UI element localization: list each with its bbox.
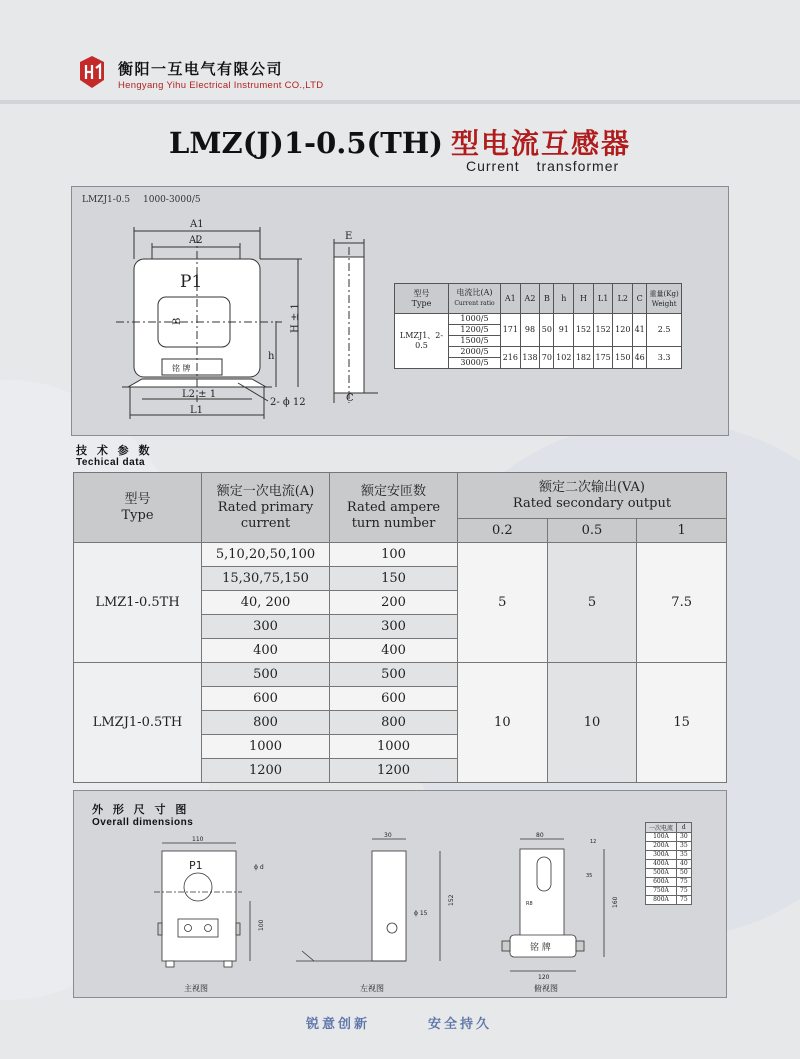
label-p1: P1 bbox=[189, 859, 203, 872]
dim-top-width: 80 bbox=[536, 832, 544, 839]
label-a1: A1 bbox=[190, 219, 204, 230]
company-logo-icon bbox=[78, 54, 106, 90]
table-row bbox=[646, 896, 692, 905]
dims-header-c: C bbox=[633, 284, 647, 314]
slogan-innovation: 锐意创新 bbox=[306, 1017, 371, 1032]
title-model: LMZ(J)1-0.5(TH) bbox=[169, 126, 443, 160]
dims-ratio: 2000/5 bbox=[449, 347, 501, 358]
primary-cell: 300 bbox=[202, 615, 330, 639]
header-secondary-cn: 额定二次输出(VA) bbox=[538, 479, 646, 495]
turns-cell: 1200 bbox=[330, 759, 458, 783]
header-primary-cn: 额定一次电流(A) bbox=[216, 483, 315, 499]
technical-data-table bbox=[73, 472, 727, 783]
hole-table-header: 一次电流 bbox=[646, 823, 677, 833]
dim-top-n35: 35 bbox=[586, 873, 593, 879]
primary-cell: 40, 200 bbox=[202, 591, 330, 615]
outline-drawing-panel bbox=[71, 186, 729, 436]
dim-front-height: 100 bbox=[258, 919, 265, 931]
dims-cell: 182 bbox=[574, 347, 594, 369]
current-cell: 300A bbox=[646, 851, 677, 860]
dims-cell: 3.3 bbox=[647, 347, 682, 369]
side-view-body bbox=[334, 257, 364, 393]
table-row bbox=[646, 833, 692, 842]
label-holes: 2- ϕ 12 bbox=[270, 397, 306, 408]
view-label-side: 左视图 bbox=[360, 984, 384, 993]
output-cell: 7.5 bbox=[637, 543, 727, 663]
header-type-cn: 型号 bbox=[124, 491, 151, 507]
header-secondary-en: Rated secondary output bbox=[512, 495, 672, 511]
dims-cell: 50 bbox=[540, 314, 554, 347]
dims-header-b: B bbox=[540, 284, 554, 314]
primary-cell: 1000 bbox=[202, 735, 330, 759]
slogan-safety: 安全持久 bbox=[428, 1017, 493, 1032]
output-cell: 5 bbox=[458, 543, 548, 663]
output-cell: 15 bbox=[637, 663, 727, 783]
dims-header-type: 型号 Type bbox=[395, 284, 449, 314]
label-h-pm: H ± 1 bbox=[290, 303, 301, 333]
table-row bbox=[646, 851, 692, 860]
current-cell: 500A bbox=[646, 869, 677, 878]
table-row bbox=[646, 842, 692, 851]
label-l2: L2 ± 1 bbox=[182, 389, 217, 400]
primary-cell: 1200 bbox=[202, 759, 330, 783]
label-nameplate: 铭 牌 bbox=[530, 943, 551, 953]
title-cn: 型电流互感器 bbox=[450, 127, 631, 160]
nameplate-box bbox=[162, 359, 222, 375]
dims-cell: 138 bbox=[520, 347, 540, 369]
header-turns-cn: 额定安匝数 bbox=[360, 483, 426, 499]
label-d: ϕ d bbox=[254, 864, 264, 871]
table-row bbox=[646, 860, 692, 869]
dim-top-bottom: 120 bbox=[538, 974, 550, 981]
dim-top-height: 160 bbox=[612, 896, 619, 908]
label-l1: L1 bbox=[190, 405, 204, 416]
header-class: 1 bbox=[637, 519, 727, 543]
dims-header-l2: L2 bbox=[613, 284, 633, 314]
header-class: 0.5 bbox=[547, 519, 637, 543]
table-row bbox=[646, 887, 692, 896]
turns-cell: 800 bbox=[330, 711, 458, 735]
output-cell: 5 bbox=[547, 543, 637, 663]
table-row bbox=[646, 869, 692, 878]
dims-ratio: 1500/5 bbox=[449, 336, 501, 347]
d-cell: 30 bbox=[677, 833, 692, 842]
dims-header-h: H bbox=[574, 284, 594, 314]
company-name-en: Hengyang Yihu Electrical Instrument CO.,LTD bbox=[118, 80, 324, 91]
header-type bbox=[74, 473, 202, 543]
dims-header-weight: 重量(Kg) Weight bbox=[647, 284, 682, 314]
primary-cell: 600 bbox=[202, 687, 330, 711]
page-title bbox=[0, 122, 800, 162]
dims-cell: 216 bbox=[501, 347, 521, 369]
dim-side-height: 152 bbox=[448, 894, 455, 906]
dims-cell: 152 bbox=[574, 314, 594, 347]
header-turns-en: Rated ampere bbox=[346, 499, 441, 515]
dims-cell: 41 bbox=[633, 314, 647, 347]
d-cell: 35 bbox=[677, 851, 692, 860]
primary-cell: 500 bbox=[202, 663, 330, 687]
overall-title-cn: 外 形 尺 寸 图 bbox=[92, 803, 190, 816]
table-row bbox=[74, 663, 727, 687]
view-label-front: 主视图 bbox=[184, 984, 208, 993]
header-turns bbox=[330, 473, 458, 543]
current-cell: 750A bbox=[646, 887, 677, 896]
turns-cell: 400 bbox=[330, 639, 458, 663]
overall-dimensions-panel bbox=[73, 790, 727, 998]
label-b: B bbox=[172, 317, 183, 325]
primary-cell: 400 bbox=[202, 639, 330, 663]
dims-header-a2: A2 bbox=[520, 284, 540, 314]
dimensions-table bbox=[394, 283, 682, 369]
dims-cell: 70 bbox=[540, 347, 554, 369]
label-e: E bbox=[345, 231, 353, 242]
label-h: h bbox=[268, 351, 275, 362]
header-primary bbox=[202, 473, 330, 543]
current-cell: 400A bbox=[646, 860, 677, 869]
dims-cell: 91 bbox=[554, 314, 574, 347]
dims-header-ratio: 电流比(A) Current ratio bbox=[449, 284, 501, 314]
view-label-top: 俯视图 bbox=[534, 984, 558, 993]
d-cell: 35 bbox=[677, 842, 692, 851]
dims-header-l1: L1 bbox=[593, 284, 613, 314]
dims-ratio: 1000/5 bbox=[449, 314, 501, 325]
table-row bbox=[646, 878, 692, 887]
turns-cell: 150 bbox=[330, 567, 458, 591]
dims-ratio: 3000/5 bbox=[449, 358, 501, 369]
model-cell: LMZ1-0.5TH bbox=[74, 543, 202, 663]
header-divider bbox=[0, 100, 800, 104]
current-cell: 200A bbox=[646, 842, 677, 851]
dims-cell: 152 bbox=[593, 314, 613, 347]
model-cell: LMZJ1-0.5TH bbox=[74, 663, 202, 783]
header-class: 0.2 bbox=[458, 519, 548, 543]
tech-title-en: Techical data bbox=[76, 457, 146, 468]
label-nameplate: 铭 牌 bbox=[172, 364, 191, 373]
header-secondary bbox=[458, 473, 727, 519]
dims-cell: 175 bbox=[593, 347, 613, 369]
primary-cell: 800 bbox=[202, 711, 330, 735]
company-name-cn: 衡阳一互电气有限公司 bbox=[118, 60, 284, 78]
dim-hole: ϕ 15 bbox=[414, 910, 428, 917]
primary-cell: 15,30,75,150 bbox=[202, 567, 330, 591]
dims-model: LMZJ1、2-0.5 bbox=[395, 314, 449, 369]
d-cell: 75 bbox=[677, 887, 692, 896]
dims-cell: 120 bbox=[613, 314, 633, 347]
dim-front-width: 110 bbox=[192, 836, 204, 843]
dims-cell: 150 bbox=[613, 347, 633, 369]
output-cell: 10 bbox=[458, 663, 548, 783]
dims-cell: 98 bbox=[520, 314, 540, 347]
hole-diameter-table bbox=[645, 822, 692, 905]
d-cell: 40 bbox=[677, 860, 692, 869]
header-primary-en: current bbox=[240, 515, 291, 531]
turns-cell: 200 bbox=[330, 591, 458, 615]
dim-top-n12: 12 bbox=[590, 839, 597, 845]
current-cell: 800A bbox=[646, 896, 677, 905]
turns-cell: 600 bbox=[330, 687, 458, 711]
dim-side-width: 30 bbox=[384, 832, 392, 839]
current-cell: 100A bbox=[646, 833, 677, 842]
turns-cell: 500 bbox=[330, 663, 458, 687]
dims-cell: 102 bbox=[554, 347, 574, 369]
turns-cell: 1000 bbox=[330, 735, 458, 759]
dims-cell: 46 bbox=[633, 347, 647, 369]
current-cell: 600A bbox=[646, 878, 677, 887]
dims-header-h-small: h bbox=[554, 284, 574, 314]
header-primary-en: Rated primary bbox=[217, 499, 314, 515]
header-type-en: Type bbox=[121, 507, 154, 523]
label-p1: P1 bbox=[180, 272, 203, 292]
d-cell: 50 bbox=[677, 869, 692, 878]
hole-table-header: d bbox=[677, 823, 692, 833]
table-row bbox=[74, 543, 727, 567]
dims-ratio: 1200/5 bbox=[449, 325, 501, 336]
label-a2: A2 bbox=[189, 235, 203, 246]
side-view-body bbox=[372, 851, 406, 961]
label-r8: R8 bbox=[526, 901, 533, 907]
dims-header-a1: A1 bbox=[501, 284, 521, 314]
output-cell: 10 bbox=[547, 663, 637, 783]
turns-cell: 100 bbox=[330, 543, 458, 567]
overall-drawing bbox=[74, 791, 728, 999]
dims-cell: 171 bbox=[501, 314, 521, 347]
dims-cell: 2.5 bbox=[647, 314, 682, 347]
title-en: Current transformer bbox=[466, 158, 620, 174]
drawing-note: LMZJ1-0.5 1000-3000/5 bbox=[82, 195, 201, 205]
top-view-body bbox=[520, 849, 564, 939]
turns-cell: 300 bbox=[330, 615, 458, 639]
d-cell: 75 bbox=[677, 896, 692, 905]
primary-cell: 5,10,20,50,100 bbox=[202, 543, 330, 567]
header-turns-en: turn number bbox=[351, 515, 436, 531]
tech-title-cn: 技 术 参 数 bbox=[76, 444, 153, 457]
label-c: C bbox=[346, 393, 354, 404]
overall-title-en: Overall dimensions bbox=[92, 817, 194, 828]
d-cell: 75 bbox=[677, 878, 692, 887]
